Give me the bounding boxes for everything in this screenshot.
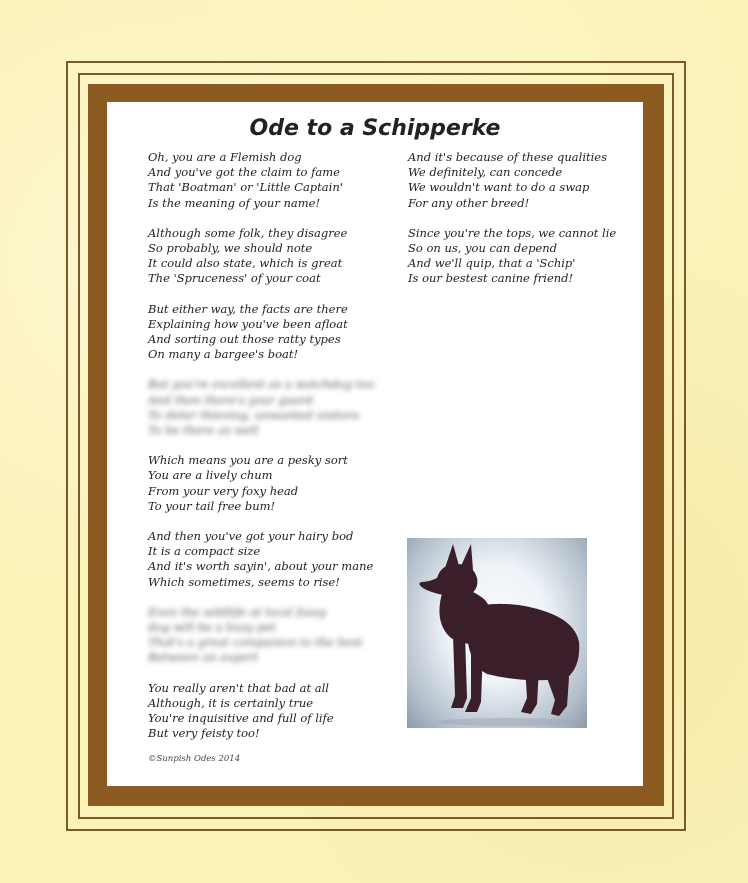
poem-line: But you're excellent as a watchdog too [148, 377, 375, 392]
poem-line: The 'Spruceness' of your coat [148, 271, 321, 286]
poem-line: And then you've got your hairy bod [148, 529, 354, 544]
poem-line: But either way, the facts are there [148, 301, 348, 316]
stanza [148, 681, 378, 742]
dog-photo [407, 538, 587, 728]
poem-line: Is the meaning of your name! [148, 195, 321, 210]
poem-line: On many a bargee's boat! [148, 347, 299, 362]
poem-title: Ode to a Schipperke [249, 116, 501, 141]
poem-line: Even the wildlife at local fussy [148, 604, 327, 619]
poem-line: But very feisty too! [148, 726, 260, 741]
stanza [148, 453, 378, 514]
poem-line: You really aren't that bad at all [148, 680, 329, 695]
poem-line: Which sometimes, seems to rise! [148, 574, 340, 589]
poem-line: For any other breed! [408, 195, 530, 210]
poem-paper [107, 102, 643, 786]
poem-line: We definitely, can concede [408, 165, 563, 180]
poem-line: And it's because of these qualities [408, 150, 607, 164]
poem-line: It is a compact size [148, 544, 261, 559]
poem-line: Oh, you are a Flemish dog [148, 150, 302, 164]
poem-line: And it's worth sayin', about your mane [148, 559, 374, 574]
poem-line: That 'Boatman' or 'Little Captain' [148, 180, 343, 195]
poem-line: And sorting out those ratty types [148, 332, 341, 347]
poem-line: And you've got the claim to fame [148, 165, 340, 180]
poem-line: dog will be a busy pet [148, 620, 276, 635]
poem-line: We wouldn't want to do a swap [408, 180, 590, 195]
poem-line: Since you're the tops, we cannot lie [408, 225, 617, 240]
poem-left-column [148, 150, 378, 757]
stanza [408, 150, 628, 211]
poem-line: You're inquisitive and full of life [148, 711, 334, 726]
poem-line: You are a lively chum [148, 468, 273, 483]
poem-right-column [408, 150, 628, 302]
poem-line: Is our bestest canine friend! [408, 271, 574, 286]
poem-line: Which means you are a pesky sort [148, 453, 348, 468]
poem-line: And we'll quip, that a 'Schip' [408, 256, 576, 271]
stanza [148, 150, 378, 211]
poem-line: To deter thieving, unwanted visitors [148, 407, 359, 422]
poem-line: So on us, you can depend [408, 241, 558, 256]
poem-line: To your tail free bum! [148, 498, 276, 513]
poem-line: So probably, we should note [148, 241, 313, 256]
poem-line: That's a great companion to the best [148, 635, 363, 650]
stanza [408, 226, 628, 287]
schipperke-dog-icon [407, 538, 587, 728]
copyright-note: ©Sunpish Odes 2014 [148, 754, 241, 764]
stanza-blurred [148, 605, 378, 666]
stanza-blurred [148, 377, 378, 438]
poem-line: Although, it is certainly true [148, 695, 314, 710]
poem-line: To be there as well [148, 423, 259, 438]
poem-line: Between an expert [148, 650, 258, 665]
poem-line: And then there's your guard [148, 392, 313, 407]
poem-line: Although some folk, they disagree [148, 225, 348, 240]
poem-line: It could also state, which is great [148, 256, 343, 271]
stanza [148, 226, 378, 287]
poem-line: Explaining how you've been afloat [148, 316, 348, 331]
poem-line: From your very foxy head [148, 483, 299, 498]
stanza [148, 529, 378, 590]
stanza [148, 302, 378, 363]
